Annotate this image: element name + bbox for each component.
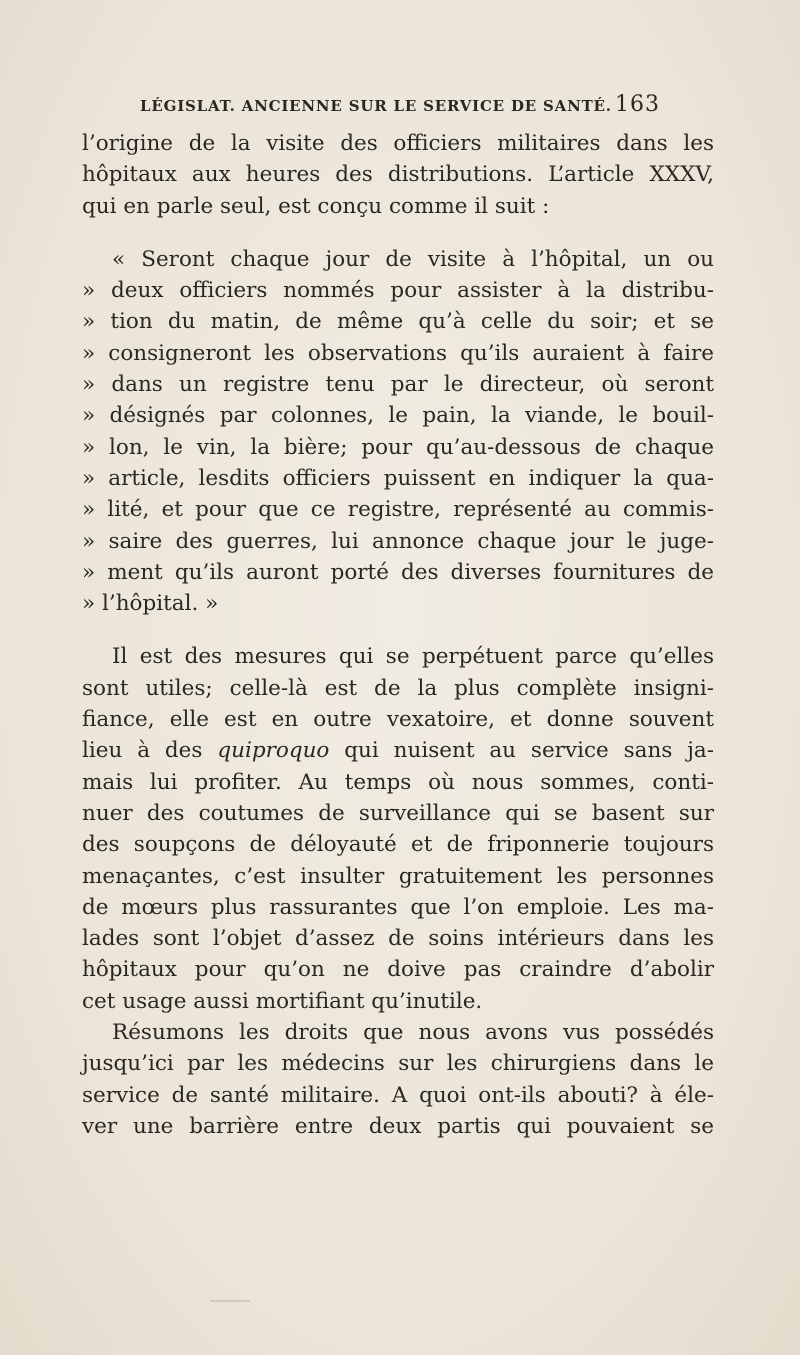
text-segment: lieu à des <box>82 738 218 764</box>
text-line: sont utiles; celle-là est de la plus complète insigni- <box>82 675 714 701</box>
body-text <box>82 128 714 1142</box>
quote-line: » ment qu’ils auront porté des diverses fournitures de <box>82 559 714 585</box>
text-line: l’origine de la visite des officiers militaires dans les <box>82 131 714 156</box>
quote-line: » dans un registre tenu par le directeur, où seront <box>82 372 714 398</box>
text-line: fiance, elle est en outre vexatoire, et donne souvent <box>82 707 714 733</box>
text-line: nuer des coutumes de surveillance qui se basent sur <box>82 800 714 826</box>
text-line: menaçantes, c’est insulter gratuitement les personnes <box>82 863 714 889</box>
quote-line: » consigneront les observations qu’ils auraient à faire <box>82 340 714 366</box>
quote-line: » tion du matin, de même qu’à celle du soir; et se <box>82 309 714 335</box>
text-line: cet usage aussi mortifiant qu’inutile. <box>82 988 483 1014</box>
text-line: qui en parle seul, est conçu comme il suit : <box>82 193 550 219</box>
text-line-with-italic <box>82 735 714 766</box>
text-line: service de santé militaire. A quoi ont-ils abouti? à éle- <box>82 1082 714 1108</box>
quote-line: » lon, le vin, la bière; pour qu’au-dessous de chaque <box>82 434 714 460</box>
italic-term: quiproquo <box>217 738 330 764</box>
quote-line: » article, lesdits officiers puissent en indiquer la qua- <box>82 465 714 491</box>
text-line: lades sont l’objet d’assez de soins intérieurs dans les <box>82 926 714 952</box>
text-line: ver une barrière entre deux partis qui pouvaient se <box>82 1113 714 1139</box>
paragraph-resumons <box>82 1017 714 1142</box>
text-line: mais lui profiter. Au temps où nous sommes, conti- <box>82 769 714 795</box>
quote-line: » l’hôpital. » <box>82 591 219 617</box>
quote-line: » désignés par colonnes, le pain, la viande, le bouil- <box>82 403 714 429</box>
text-segment: qui nuisent au service sans ja- <box>329 738 714 764</box>
text-line: jusqu’ici par les médecins sur les chirurgiens dans le <box>82 1051 714 1077</box>
text-line: Résumons les droits que nous avons vus possédés <box>112 1020 714 1046</box>
quoted-article <box>82 244 714 620</box>
page-number: 163 <box>615 92 660 117</box>
running-head-title: LÉGISLAT. ANCIENNE SUR LE SERVICE DE SANTÉ. <box>140 97 612 115</box>
paper-blemish <box>210 1300 250 1302</box>
quote-line: » saire des guerres, lui annonce chaque jour le juge- <box>82 528 714 554</box>
text-line: Il est des mesures qui se perpétuent parce qu’elles <box>112 644 714 670</box>
quote-line: » deux officiers nommés pour assister à la distribu- <box>82 278 714 304</box>
running-head <box>140 92 660 117</box>
text-line: hôpitaux pour qu’on ne doive pas craindre d’abolir <box>82 957 714 983</box>
text-line: de mœurs plus rassurantes que l’on emploie. Les ma- <box>82 894 714 920</box>
quote-line: « Seront chaque jour de visite à l’hôpital, un ou <box>112 246 714 272</box>
text-line: hôpitaux aux heures des distributions. L’article XXXV, <box>82 162 714 188</box>
quote-line: » lité, et pour que ce registre, représenté au commis- <box>82 497 714 523</box>
text-line: des soupçons de déloyauté et de friponnerie toujours <box>82 832 714 858</box>
paragraph-mesures <box>82 641 714 1017</box>
